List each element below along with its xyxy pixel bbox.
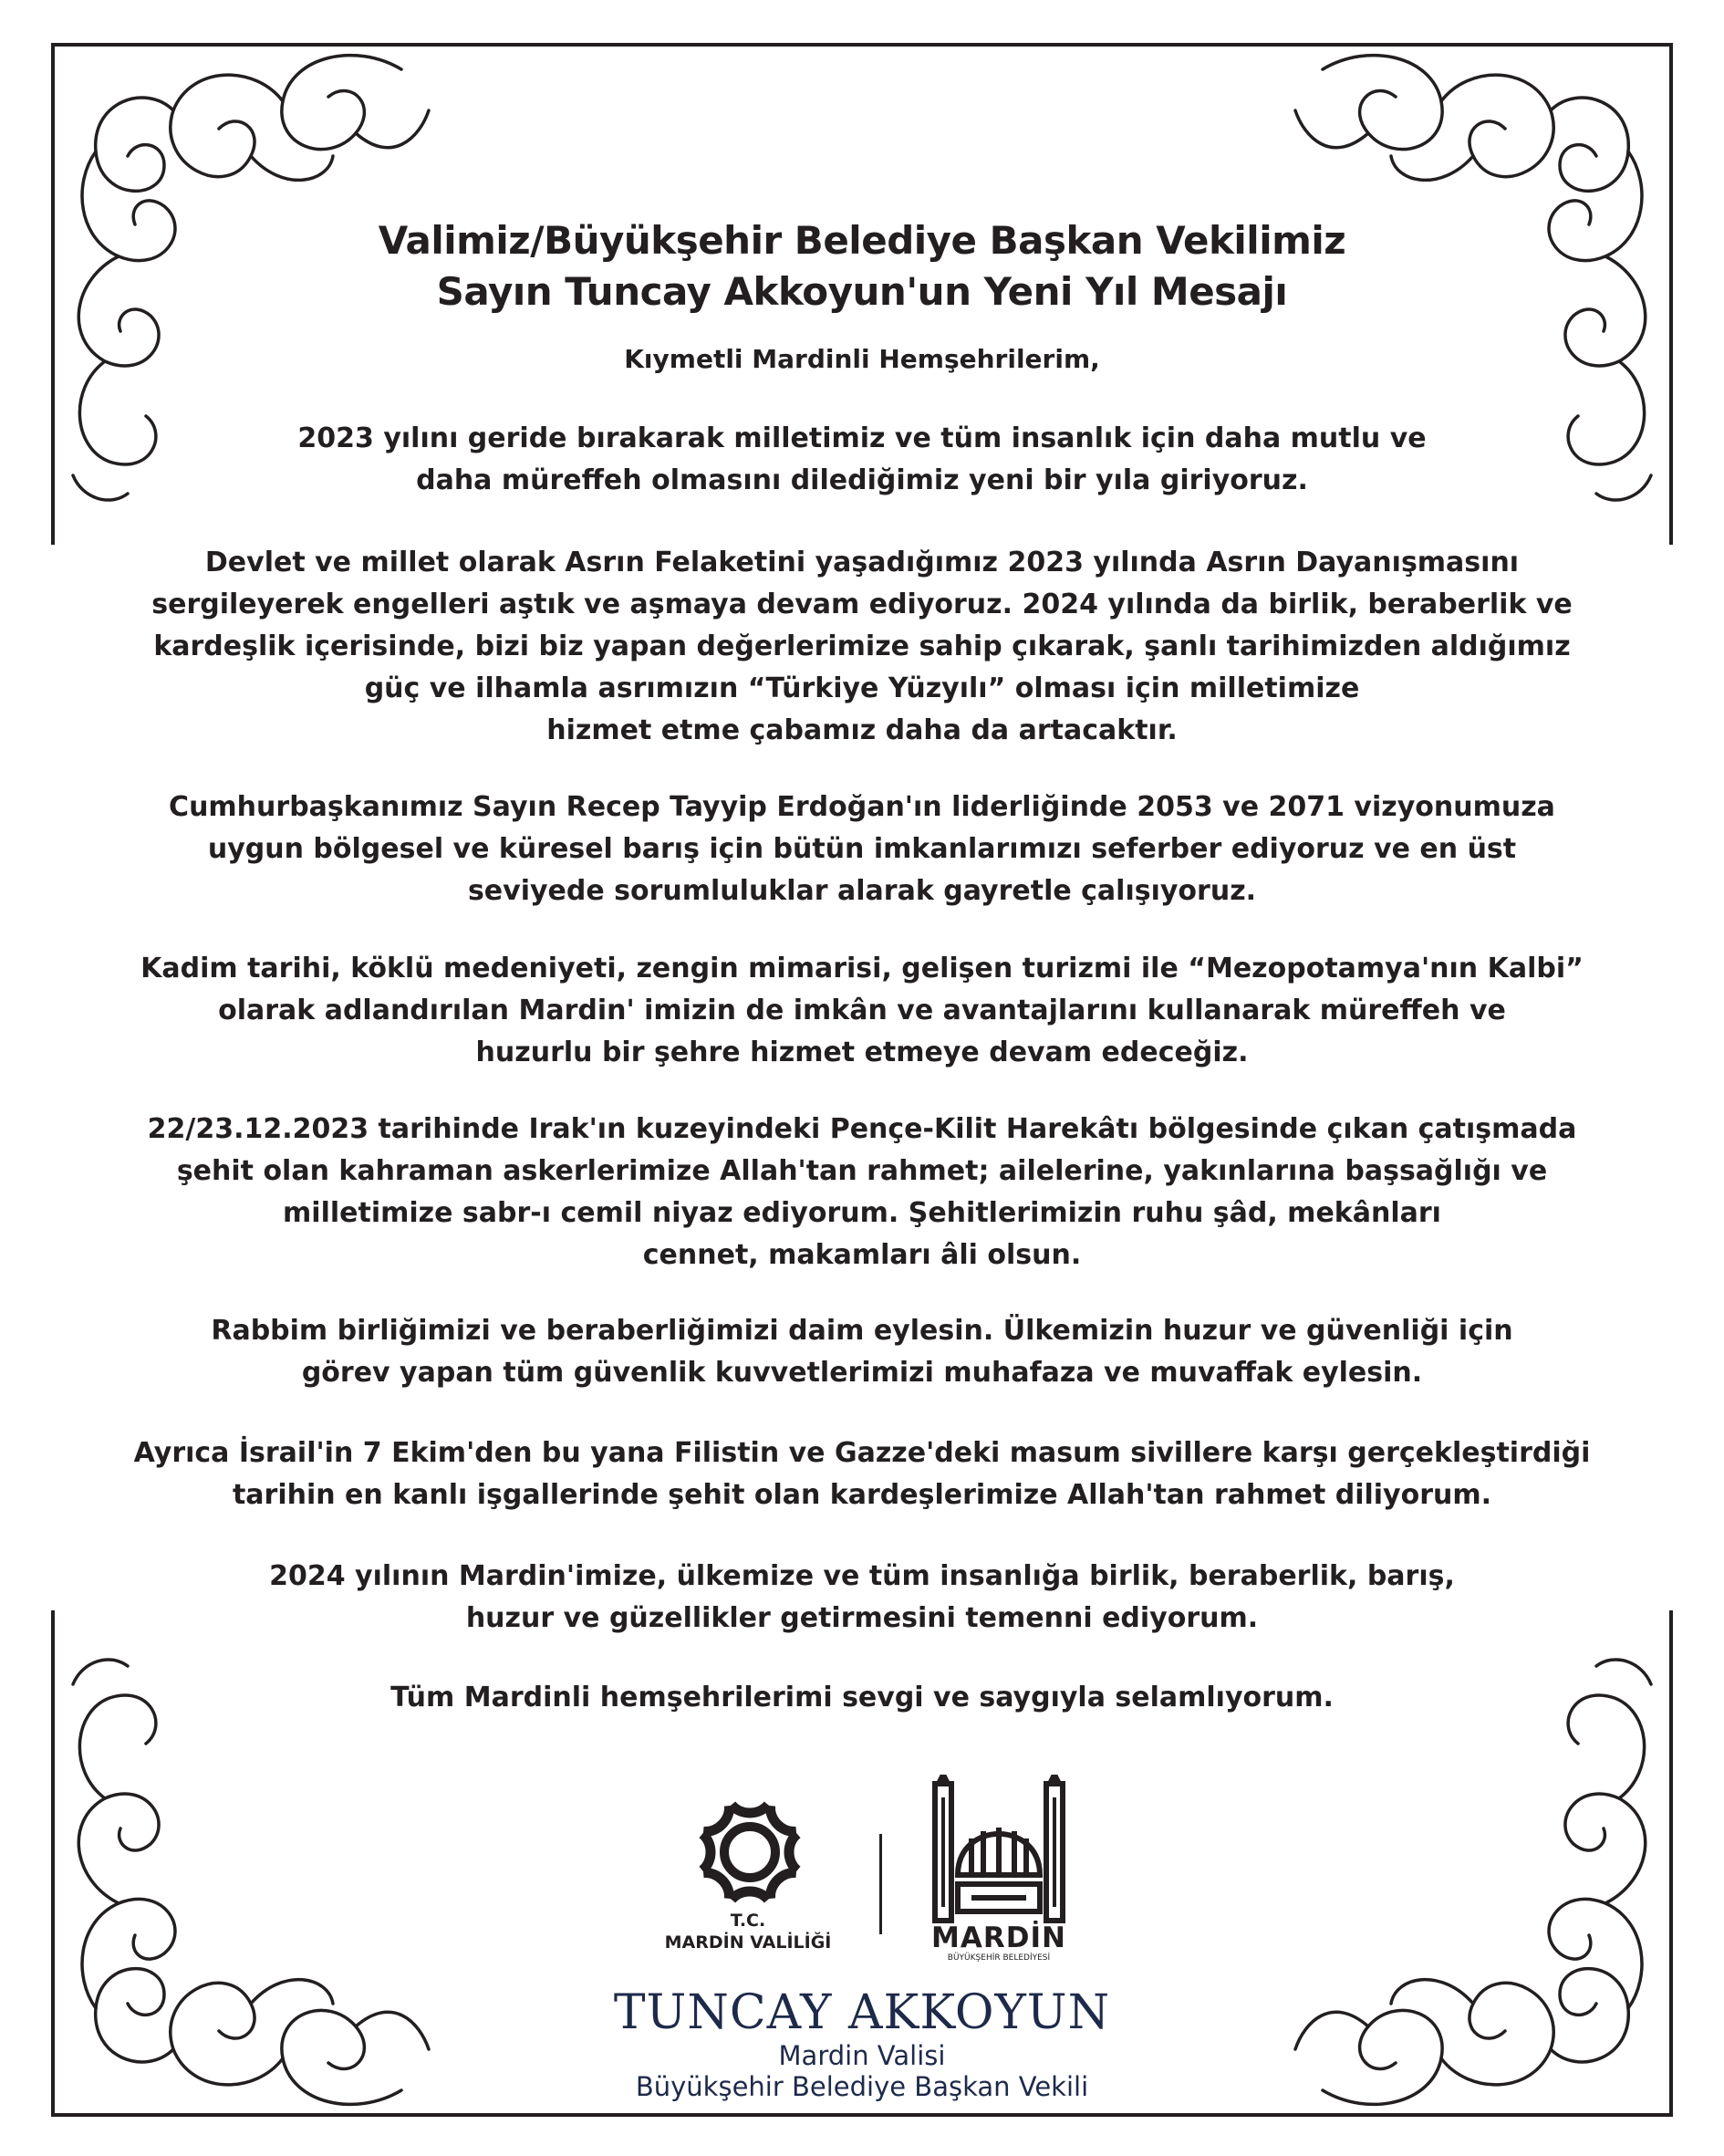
paragraph-line: cennet, makamları âli olsun. (642, 1239, 1082, 1271)
paragraph-4 (128, 948, 1596, 1074)
paragraph-line: hizmet etme çabamız daha da artacaktır. (546, 714, 1178, 746)
paragraph-line: 2023 yılını geride bırakarak milletimiz ve tüm insanlık için daha mutlu ve (297, 422, 1427, 454)
frame-bottom-line (51, 2113, 1673, 2117)
paragraph-line: Devlet ve millet olarak Asrın Felaketini yaşadığımız 2023 yılında Asrın Dayanışmasını (204, 547, 1520, 578)
paragraph-line: huzurlu bir şehre hizmet etmeye devam edeceğiz. (475, 1036, 1249, 1068)
paragraph-line: şehit olan kahraman askerlerimize Allah'tan rahmet; ailelerine, yakınlarına başsağlığı ve (176, 1155, 1548, 1187)
paragraph-line: Tüm Mardinli hemşehrilerimi sevgi ve saygıyla selamlıyorum. (390, 1682, 1334, 1713)
logo-divider (879, 1834, 882, 1934)
logos-area (0, 1770, 1724, 1998)
paragraph-line: seviyede sorumluluklar alarak gayretle çalışıyoruz. (467, 875, 1257, 907)
paragraph-line: tarihin en kanlı işgallerinde şehit olan kardeşlerimize Allah'tan rahmet diliyorum. (232, 1479, 1492, 1511)
paragraph-line: Rabbim birliğimizi ve beraberliğimizi daim eylesin. Ülkemizin huzur ve güvenliği için (211, 1315, 1513, 1347)
paragraph-7 (128, 1432, 1596, 1516)
paragraph-3 (128, 786, 1596, 912)
paragraph-9 (128, 1677, 1596, 1719)
mardin-belediyesi-emblem-icon (930, 1775, 1067, 1925)
mardin-valiligi-emblem-icon (686, 1788, 814, 1916)
paragraph-8 (128, 1556, 1596, 1640)
paragraph-line: olarak adlandırılan Mardin' imizin de imkân ve avantajlarını kullanarak müreffeh ve (218, 995, 1506, 1026)
title-line-1: Valimiz/Büyükşehir Belediye Başkan Vekilimiz (378, 218, 1346, 263)
paragraph-line: güç ve ilhamla asrımızın “Türkiye Yüzyılı” olması için milletimize (364, 672, 1360, 704)
paragraph-line: huzur ve güzellikler getirmesini temenni ediyorum. (465, 1602, 1259, 1634)
paragraph-line: kardeşlik içerisinde, bizi biz yapan değerlerimize sahip çıkarak, şanlı tarihimizden aldığımız (153, 630, 1571, 662)
signature-name: TUNCAY AKKOYUN (613, 1985, 1111, 2040)
mardin-logo-subtext: BÜYÜKŞEHİR BELEDİYESİ (947, 1953, 1051, 1963)
paragraph-line: Ayrıca İsrail'in 7 Ekim'den bu yana Filistin ve Gazze'deki masum sivillere karşı gerçekleştirdiği (133, 1437, 1591, 1469)
paragraph-line: Kadim tarihi, köklü medeniyeti, zengin mimarisi, gelişen turizmi ile “Mezopotamya'nın Kalbi” (140, 953, 1584, 984)
salutation: Kıymetli Mardinli Hemşehrilerim, (624, 344, 1100, 374)
paragraph-line: 22/23.12.2023 tarihinde Irak'ın kuzeyindeki Pençe-Kilit Harekâtı bölgesinde çıkan çatışmada (147, 1113, 1577, 1145)
paragraph-line: milletimize sabr-ı cemil niyaz ediyorum. Şehitlerimizin ruhu şâd, mekânları (283, 1197, 1441, 1229)
paragraph-6 (128, 1310, 1596, 1394)
paragraph-line: sergileyerek engelleri aştık ve aşmaya devam ediyoruz. 2024 yılında da birlik, beraberlik ve (151, 588, 1573, 620)
paragraph-line: uygun bölgesel ve küresel barış için bütün imkanlarımızı seferber ediyoruz ve en üst (207, 833, 1517, 865)
paragraph-1 (128, 418, 1596, 502)
title-line-2: Sayın Tuncay Akkoyun'un Yeni Yıl Mesajı (436, 269, 1288, 314)
paragraph-line: Cumhurbaşkanımız Sayın Recep Tayyip Erdoğan'ın liderliğinde 2053 ve 2071 vizyonumuza (169, 791, 1555, 823)
signature-title-line-1: Mardin Valisi (778, 2040, 946, 2071)
valilik-label-line-1: T.C. (730, 1911, 766, 1931)
paragraph-line: görev yapan tüm güvenlik kuvvetlerimizi muhafaza ve muvaffak eylesin. (301, 1357, 1423, 1389)
signature-title-line-2: Büyükşehir Belediye Başkan Vekili (635, 2071, 1089, 2102)
paragraph-2 (128, 542, 1596, 752)
valilik-label (629, 1910, 867, 1953)
valilik-label-line-2: MARDİN VALİLİĞİ (664, 1932, 832, 1953)
paragraph-line: 2024 yılının Mardin'imize, ülkemize ve tüm insanlığa birlik, beraberlik, barış, (269, 1560, 1455, 1592)
message-title (0, 215, 1724, 318)
mardin-belediye-label (921, 1923, 1076, 1963)
paragraph-line: daha müreffeh olmasını dilediğimiz yeni bir yıla giriyoruz. (416, 464, 1308, 496)
mardin-logo-text: MARDİN (931, 1922, 1066, 1954)
paragraph-5 (128, 1109, 1596, 1276)
